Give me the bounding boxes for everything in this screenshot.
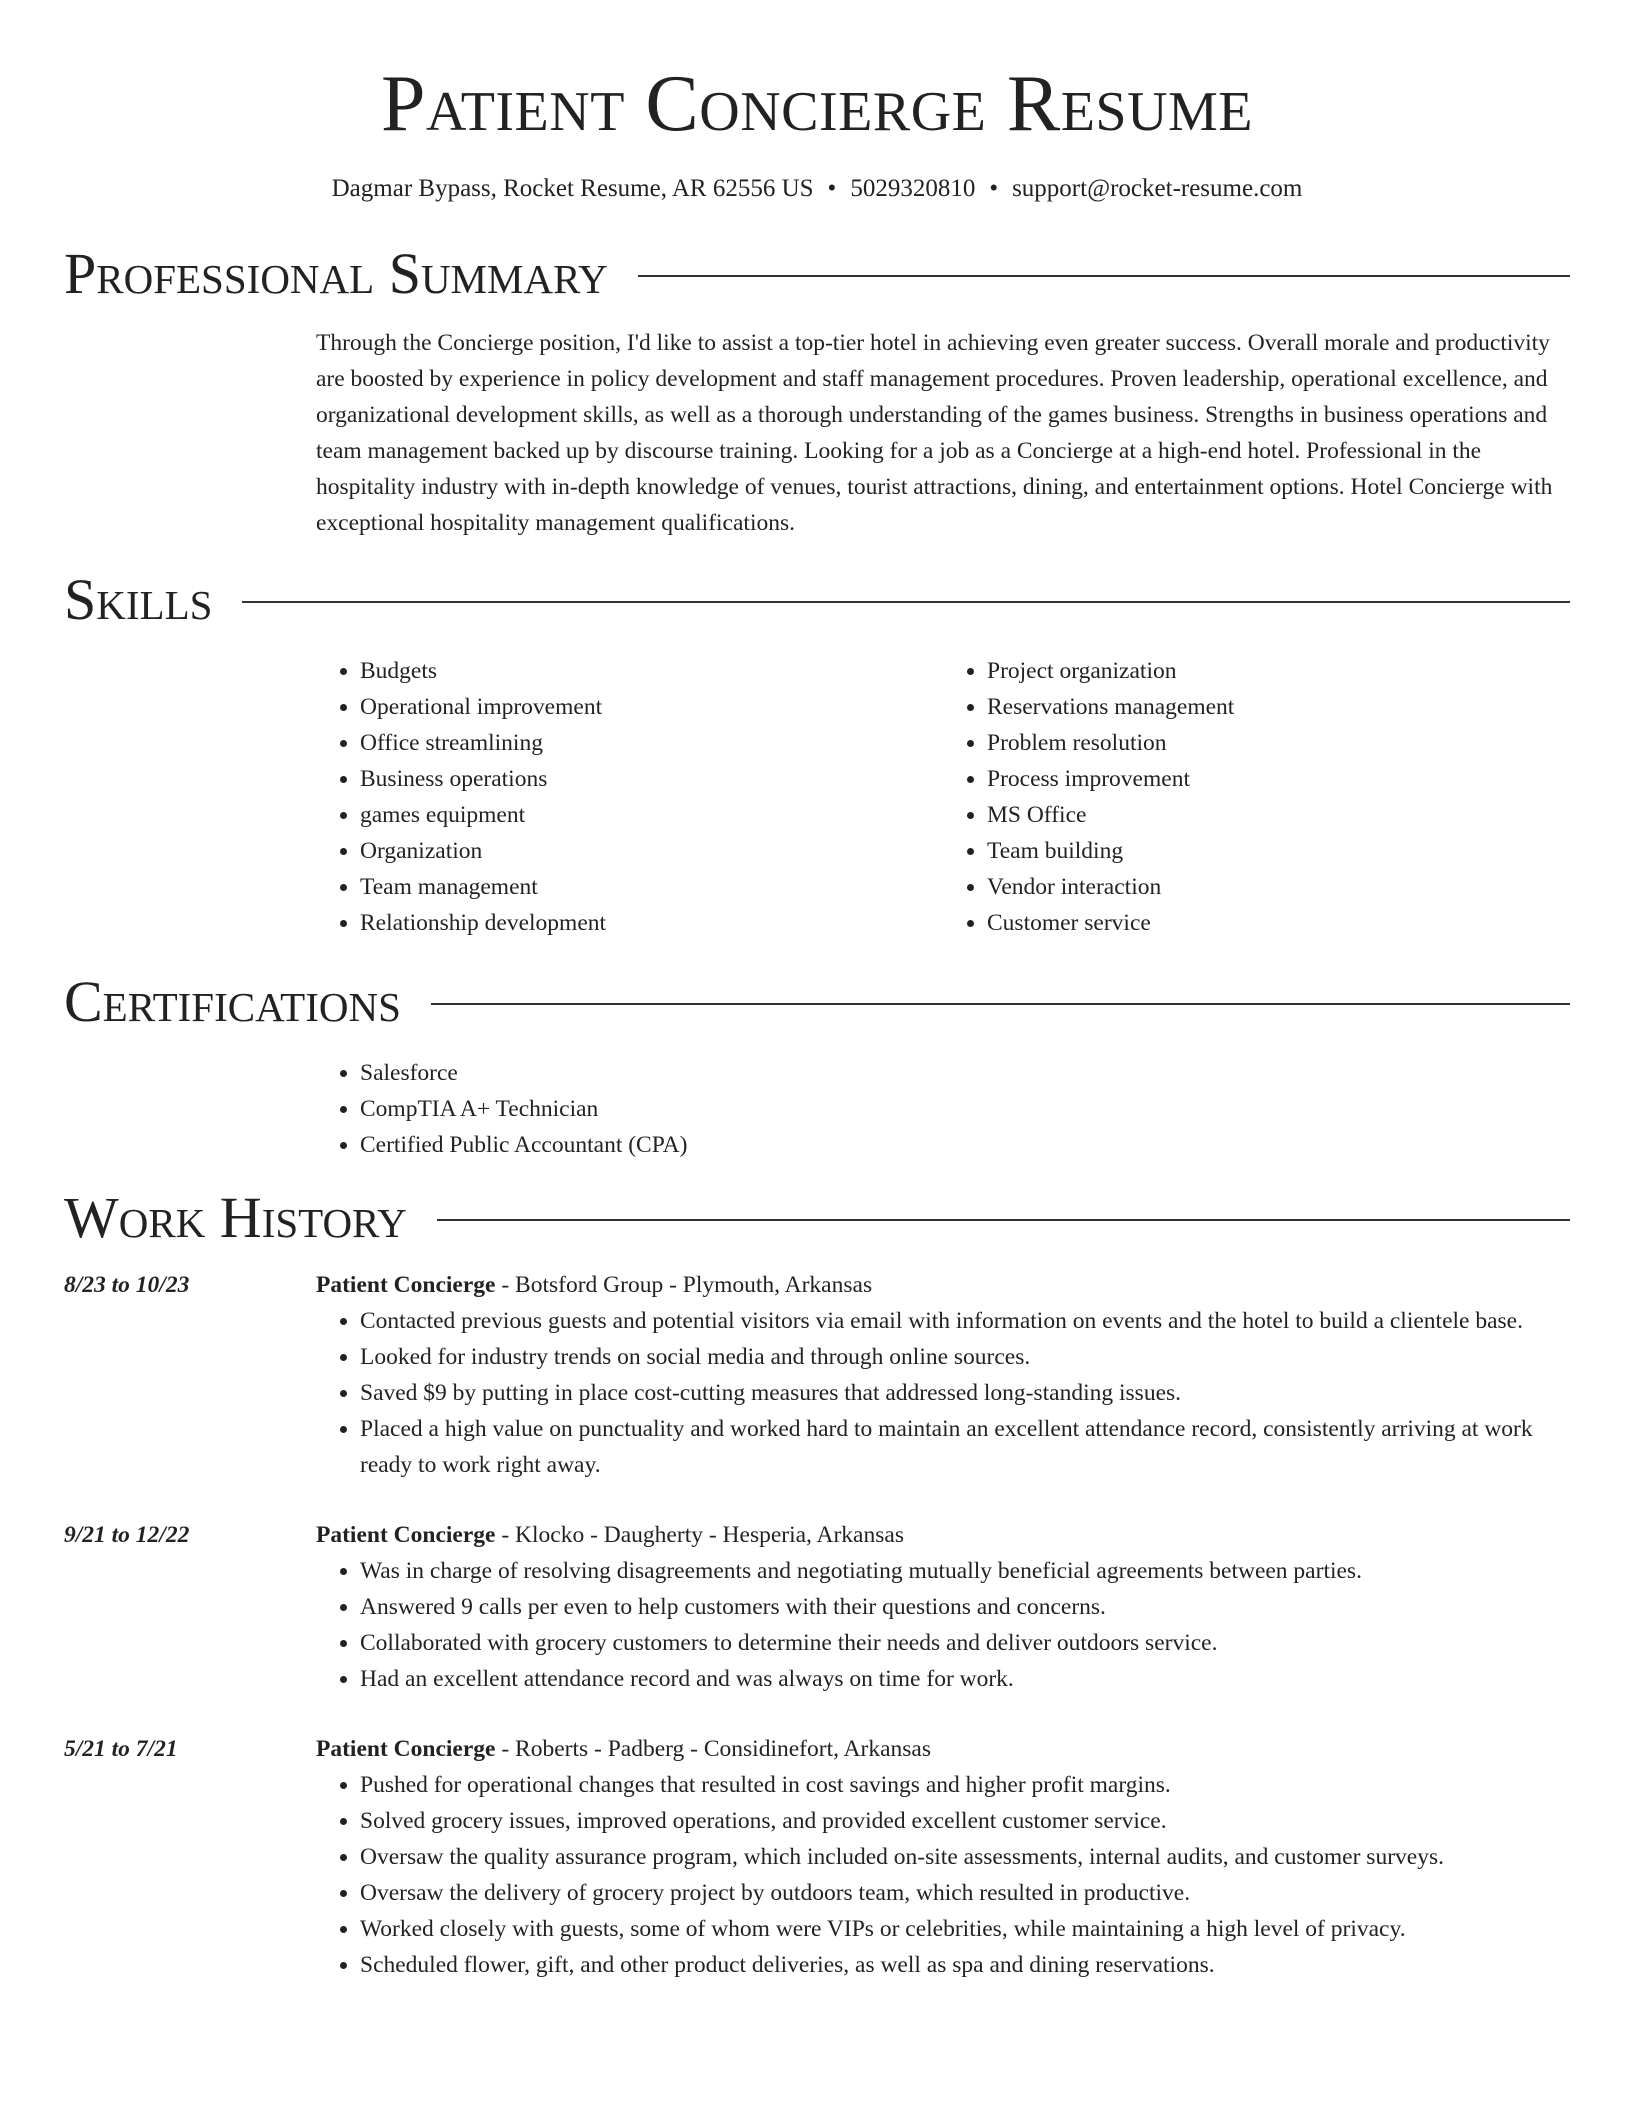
certification-item: • Salesforce — [360, 1055, 1570, 1091]
certifications-list — [316, 1055, 1570, 1163]
contact-email: support@rocket-resume.com — [1012, 175, 1303, 202]
job-bullets — [316, 1553, 1570, 1697]
skill-item: • Vendor interaction — [987, 869, 1570, 905]
skill-item: • MS Office — [987, 797, 1570, 833]
job-bullet: • Placed a high value on punctuality and worked hard to maintain an excellent attendance record, consistently arriving at work ready to work right away. — [360, 1411, 1570, 1483]
job-employer-location: - Roberts - Padberg - Considinefort, Arkansas — [495, 1736, 932, 1762]
job-bullet: • Was in charge of resolving disagreements and negotiating mutually beneficial agreements between parties. — [360, 1553, 1570, 1589]
job-bullet: • Answered 9 calls per even to help customers with their questions and concerns. — [360, 1589, 1570, 1625]
summary-section-header — [64, 241, 1570, 306]
certifications-section-header — [64, 969, 1570, 1034]
job-bullet: • Pushed for operational changes that resulted in cost savings and higher profit margins. — [360, 1767, 1570, 1803]
job-dates: 5/21 to 7/21 — [64, 1736, 178, 1762]
skills-heading: Skills — [64, 567, 213, 632]
skill-item: • games equipment — [360, 797, 943, 833]
job-title: Patient Concierge — [316, 1736, 496, 1762]
job-bullet: • Oversaw the delivery of grocery project by outdoors team, which resulted in productive. — [360, 1875, 1570, 1911]
job-bullet: • Contacted previous guests and potential visitors via email with information on events and the hotel to build a clientele base. — [360, 1303, 1570, 1339]
section-divider — [437, 1219, 1570, 1221]
job-bullet: • Collaborated with grocery customers to determine their needs and deliver outdoors service. — [360, 1625, 1570, 1661]
section-divider — [638, 275, 1570, 277]
contact-separator: • — [827, 175, 837, 202]
job-bullet: • Solved grocery issues, improved operations, and provided excellent customer service. — [360, 1803, 1570, 1839]
resume-title: Patient Concierge Resume — [380, 60, 1254, 148]
job-bullets — [316, 1767, 1570, 1983]
job-details — [316, 1731, 1570, 1983]
certification-item: • Certified Public Accountant (CPA) — [360, 1127, 1570, 1163]
job-entry — [64, 1517, 1570, 1697]
job-bullet: • Had an excellent attendance record and was always on time for work. — [360, 1661, 1570, 1697]
job-bullet: • Oversaw the quality assurance program, which included on-site assessments, internal audits, and customer surveys. — [360, 1839, 1570, 1875]
section-divider — [242, 601, 1570, 603]
job-header — [316, 1267, 1570, 1303]
skill-item: • Reservations management — [987, 689, 1570, 725]
skill-item: • Customer service — [987, 905, 1570, 941]
work-history-section-header — [64, 1185, 1570, 1250]
job-employer-location: - Klocko - Daugherty - Hesperia, Arkansas — [495, 1522, 904, 1548]
skill-item: • Process improvement — [987, 761, 1570, 797]
skill-item: • Organization — [360, 833, 943, 869]
job-details — [316, 1267, 1570, 1483]
contact-line — [64, 176, 1570, 201]
job-title: Patient Concierge — [316, 1522, 496, 1548]
job-entry — [64, 1267, 1570, 1483]
job-entry — [64, 1731, 1570, 1983]
contact-separator: • — [989, 175, 999, 202]
job-header — [316, 1731, 1570, 1767]
skills-column-left — [316, 653, 943, 941]
skill-item: • Problem resolution — [987, 725, 1570, 761]
section-divider — [431, 1003, 1570, 1005]
job-bullet: • Looked for industry trends on social media and through online sources. — [360, 1339, 1570, 1375]
certifications-heading: Certifications — [64, 969, 401, 1034]
skill-item: • Project organization — [987, 653, 1570, 689]
job-title: Patient Concierge — [316, 1272, 496, 1298]
job-dates: 8/23 to 10/23 — [64, 1272, 190, 1298]
certification-item: • CompTIA A+ Technician — [360, 1091, 1570, 1127]
skill-item: • Business operations — [360, 761, 943, 797]
skill-item: • Operational improvement — [360, 689, 943, 725]
skill-item: • Relationship development — [360, 905, 943, 941]
summary-heading: Professional Summary — [64, 241, 608, 306]
job-details — [316, 1517, 1570, 1697]
skill-item: • Team building — [987, 833, 1570, 869]
skill-item: • Team management — [360, 869, 943, 905]
skill-item: • Budgets — [360, 653, 943, 689]
summary-text: Through the Concierge position, I'd like to assist a top-tier hotel in achieving even greater success. Overall morale and productivity are boosted by experience in policy development and staff management procedures. Proven leadership, operational excellence, and organizational development skills, as well as a thorough understanding of the games business. Strengths in business operations and team management backed up by discourse training. Looking for a job as a Concierge at a high-end hotel. Professional in the hospitality industry with in-depth knowledge of venues, tourist attractions, dining, and entertainment options. Hotel Concierge with exceptional hospitality management qualifications. — [316, 330, 1553, 536]
skills-list — [316, 653, 1570, 941]
contact-phone: 5029320810 — [850, 175, 976, 202]
skills-column-right — [943, 653, 1570, 941]
job-header — [316, 1517, 1570, 1553]
skill-item: • Office streamlining — [360, 725, 943, 761]
skills-section-header — [64, 567, 1570, 632]
job-bullet: • Scheduled flower, gift, and other product deliveries, as well as spa and dining reservations. — [360, 1947, 1570, 1983]
job-bullets — [316, 1303, 1570, 1483]
job-bullet: • Saved $9 by putting in place cost-cutting measures that addressed long-standing issues. — [360, 1375, 1570, 1411]
work-history-heading: Work History — [64, 1185, 407, 1250]
job-dates: 9/21 to 12/22 — [64, 1522, 190, 1548]
job-bullet: • Worked closely with guests, some of whom were VIPs or celebrities, while maintaining a high level of privacy. — [360, 1911, 1570, 1947]
contact-address: Dagmar Bypass, Rocket Resume, AR 62556 US — [331, 175, 814, 202]
job-employer-location: - Botsford Group - Plymouth, Arkansas — [495, 1272, 873, 1298]
